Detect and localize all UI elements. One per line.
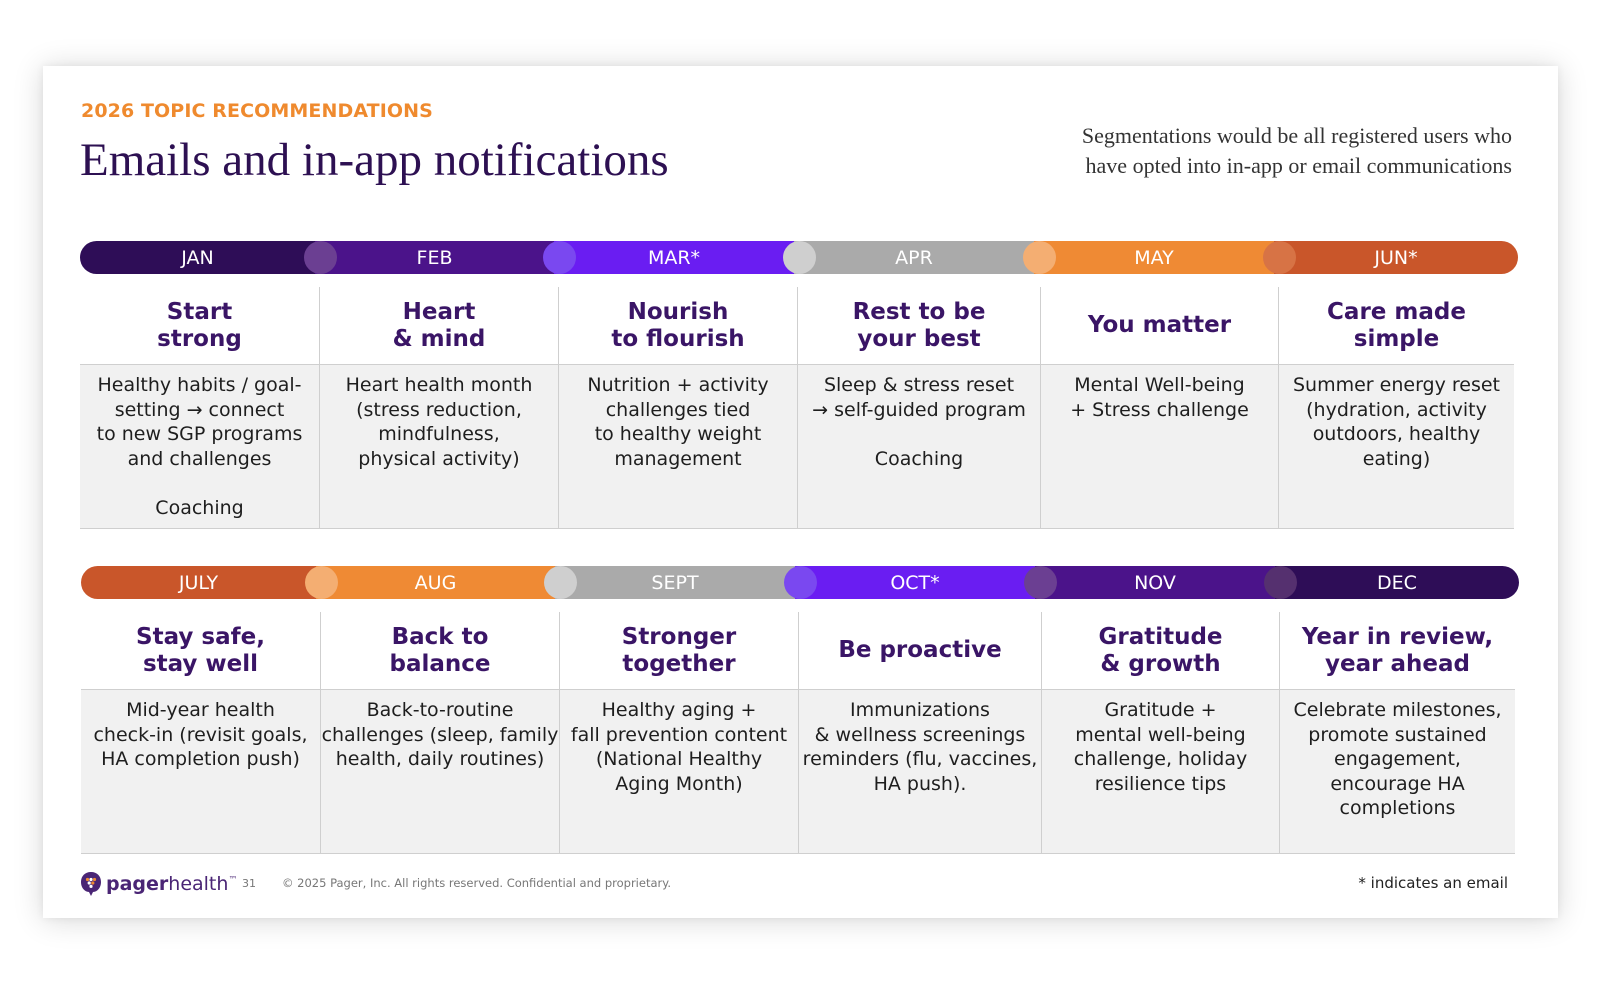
topic-description: Heart health month (stress reduction, mindfulness, physical activity) [320, 365, 558, 529]
month-column [319, 287, 558, 529]
month-segment [1275, 566, 1519, 599]
month-divider-dot [305, 566, 338, 599]
month-label: MAY [1134, 246, 1174, 269]
topic-description: Mid-year health check-in (revisit goals, HA completion push) [81, 690, 320, 854]
topic-title: You matter [1041, 287, 1278, 365]
month-column [80, 287, 319, 529]
timeline-bar-h2 [81, 566, 1519, 599]
month-divider-dot [1024, 566, 1057, 599]
month-segment [81, 566, 316, 599]
month-label: DEC [1377, 571, 1417, 594]
month-column [1279, 612, 1515, 854]
topic-description: Summer energy reset (hydration, activity outdoors, healthy eating) [1279, 365, 1514, 529]
month-column [81, 612, 320, 854]
month-divider-dot [783, 241, 816, 274]
month-column [1040, 287, 1278, 529]
month-column [1041, 612, 1279, 854]
segmentation-note: Segmentations would be all registered users who have opted into in-app or email communications [1081, 123, 1512, 178]
topic-description: Back-to-routine challenges (sleep, family health, daily routines) [321, 690, 559, 854]
month-label: OCT* [890, 571, 940, 594]
topic-description: Immunizations & wellness screenings reminders (flu, vaccines, HA push). [799, 690, 1041, 854]
month-column [1278, 287, 1514, 529]
logo-mark-icon [80, 871, 102, 897]
month-label: JUN* [1374, 246, 1418, 269]
month-divider-dot [1263, 241, 1296, 274]
logo-trademark: ™ [228, 875, 238, 886]
topic-description: Healthy habits / goal- setting → connect to new SGP programs and challenges Coaching [80, 365, 319, 529]
month-label: SEPT [651, 571, 699, 594]
month-column [797, 287, 1040, 529]
topic-description: Gratitude + mental well-being challenge, holiday resilience tips [1042, 690, 1279, 854]
eyebrow-label: 2026 TOPIC RECOMMENDATIONS [81, 100, 433, 122]
month-divider-dot [1264, 566, 1297, 599]
month-label: NOV [1134, 571, 1176, 594]
topic-title: Back to balance [321, 612, 559, 690]
topic-title: Start strong [80, 287, 319, 365]
month-segment [1035, 566, 1275, 599]
month-column [559, 612, 798, 854]
logo-word-health: health [168, 873, 229, 895]
month-column [558, 287, 797, 529]
topic-title: Nourish to flourish [559, 287, 797, 365]
month-segment [315, 241, 554, 274]
month-segment [1034, 241, 1274, 274]
month-segment [795, 566, 1035, 599]
month-label: AUG [414, 571, 457, 594]
month-divider-dot [544, 566, 577, 599]
month-segment [794, 241, 1034, 274]
topic-title: Rest to be your best [798, 287, 1040, 365]
month-segment [555, 566, 795, 599]
topic-description: Sleep & stress reset → self-guided program Coaching [798, 365, 1040, 529]
topic-description: Healthy aging + fall prevention content (National Healthy Aging Month) [560, 690, 798, 854]
month-segment [1274, 241, 1518, 274]
month-label: FEB [416, 246, 453, 269]
logo-word-pager: pager [106, 873, 169, 895]
topic-title: Gratitude & growth [1042, 612, 1279, 690]
topic-description: Celebrate milestones, promote sustained engagement, encourage HA completions [1280, 690, 1515, 854]
month-label: MAR* [647, 246, 701, 269]
topic-title: Be proactive [799, 612, 1041, 690]
timeline-bar-h1 [80, 241, 1518, 274]
logo-wordmark [106, 873, 237, 895]
month-segment [80, 241, 315, 274]
topic-title: Year in review, year ahead [1280, 612, 1515, 690]
month-divider-dot [1023, 241, 1056, 274]
topic-description: Nutrition + activity challenges tied to healthy weight management [559, 365, 797, 529]
topic-title: Stronger together [560, 612, 798, 690]
month-divider-dot [784, 566, 817, 599]
copyright-text: © 2025 Pager, Inc. All rights reserved. Confidential and proprietary. [282, 876, 672, 890]
topic-title: Heart & mind [320, 287, 558, 365]
month-label: JAN [181, 246, 214, 269]
topic-description: Mental Well-being + Stress challenge [1041, 365, 1278, 529]
month-divider-dot [543, 241, 576, 274]
page-title: Emails and in-app notifications [80, 134, 669, 186]
month-label: APR [895, 246, 933, 269]
page-number: 31 [242, 877, 256, 890]
email-footnote: * indicates an email [1358, 874, 1508, 892]
month-column [320, 612, 559, 854]
topic-title: Care made simple [1279, 287, 1514, 365]
month-label: JULY [178, 571, 219, 594]
month-segment [554, 241, 794, 274]
pager-health-logo [80, 871, 237, 897]
month-segment [316, 566, 555, 599]
topic-title: Stay safe, stay well [81, 612, 320, 690]
month-divider-dot [304, 241, 337, 274]
month-column [798, 612, 1041, 854]
